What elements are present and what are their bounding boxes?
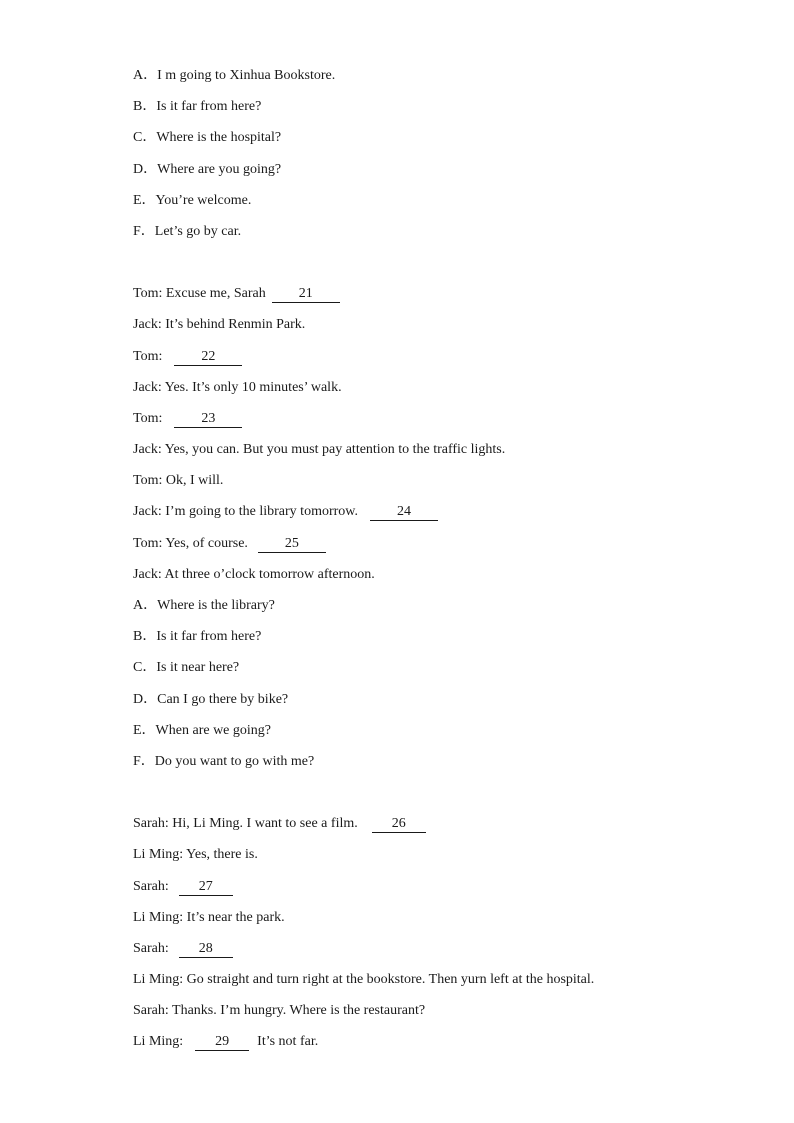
dialogue-text: Jack: It’s behind Renmin Park. (133, 317, 306, 333)
dialogue-line (133, 1032, 733, 1063)
dialogue-text: Li Ming: It’s near the park. (133, 909, 285, 925)
option-line: F．Let’s go by car. (133, 223, 242, 239)
option-line: B．Is it far from here? (133, 99, 262, 115)
option-line: C．Is it near here? (133, 660, 240, 676)
dialogue-line (133, 1001, 733, 1032)
option-line: D．Can I go there by bike? (133, 691, 289, 707)
answer-blank: 23 (174, 411, 242, 428)
option-line: B．Is it far from here? (133, 629, 262, 645)
dialogue-line (133, 845, 733, 876)
answer-blank: 29 (195, 1034, 249, 1051)
dialogue-text: Li Ming: Yes, there is. (133, 847, 258, 863)
answer-blank: 25 (258, 536, 326, 553)
dialogue-text: Jack: Yes. It’s only 10 minutes’ walk. (133, 379, 342, 395)
dialogue-line (133, 284, 733, 315)
dialogue-line (133, 502, 733, 533)
dialogue-text: Tom: (133, 410, 163, 426)
dialogue-text: Sarah: (133, 940, 169, 956)
option-line: C．Where is the hospital? (133, 130, 282, 146)
dialogue-text: Tom: Excuse me, Sarah (133, 286, 266, 302)
dialogue-text: Jack: I’m going to the library tomorrow. (133, 504, 358, 520)
answer-blank: 28 (179, 941, 233, 958)
dialogue-line (133, 814, 733, 845)
dialogue-text-after: It’s not far. (257, 1034, 319, 1050)
answer-blank: 24 (370, 504, 438, 521)
dialogue-line (133, 440, 733, 471)
dialogue-text: Li Ming: Go straight and turn right at the bookstore. Then yurn left at the hospital. (133, 972, 595, 988)
dialogue-text: Sarah: Thanks. I’m hungry. Where is the restaurant? (133, 1003, 426, 1019)
dialogue-line (133, 970, 733, 1001)
dialogue-line (133, 908, 733, 939)
answer-blank: 27 (179, 879, 233, 896)
option-line: E．When are we going? (133, 722, 271, 738)
dialogue-text: Tom: (133, 348, 163, 364)
section-gap (133, 783, 733, 814)
dialogue-text: Tom: Yes, of course. (133, 535, 248, 551)
dialogue-text: Jack: Yes, you can. But you must pay attention to the traffic lights. (133, 442, 506, 458)
option-line: D．Where are you going? (133, 161, 282, 177)
dialogue-text: Sarah: (133, 878, 169, 894)
dialogue-line (133, 347, 733, 378)
section-gap (133, 253, 733, 284)
dialogue-line (133, 409, 733, 440)
answer-blank: 26 (372, 816, 426, 833)
answer-blank: 22 (174, 349, 242, 366)
dialogue-line (133, 877, 733, 908)
dialogue-line (133, 471, 733, 502)
answer-blank: 21 (272, 286, 340, 303)
dialogue-line (133, 315, 733, 346)
dialogue-line (133, 565, 733, 596)
option-line: A．I m going to Xinhua Bookstore. (133, 68, 336, 83)
dialogue-text: Sarah: Hi, Li Ming. I want to see a film. (133, 816, 358, 832)
worksheet-page (133, 66, 733, 1064)
dialogue-text: Li Ming: (133, 1034, 184, 1050)
dialogue-line (133, 534, 733, 565)
option-line: A．Where is the library? (133, 598, 275, 613)
option-line: F．Do you want to go with me? (133, 753, 315, 769)
dialogue-line (133, 378, 733, 409)
dialogue-text: Tom: Ok, I will. (133, 473, 224, 489)
dialogue-line (133, 939, 733, 970)
dialogue-text: Jack: At three o’clock tomorrow afternoon. (133, 566, 375, 582)
option-line: E．You’re welcome. (133, 192, 252, 208)
